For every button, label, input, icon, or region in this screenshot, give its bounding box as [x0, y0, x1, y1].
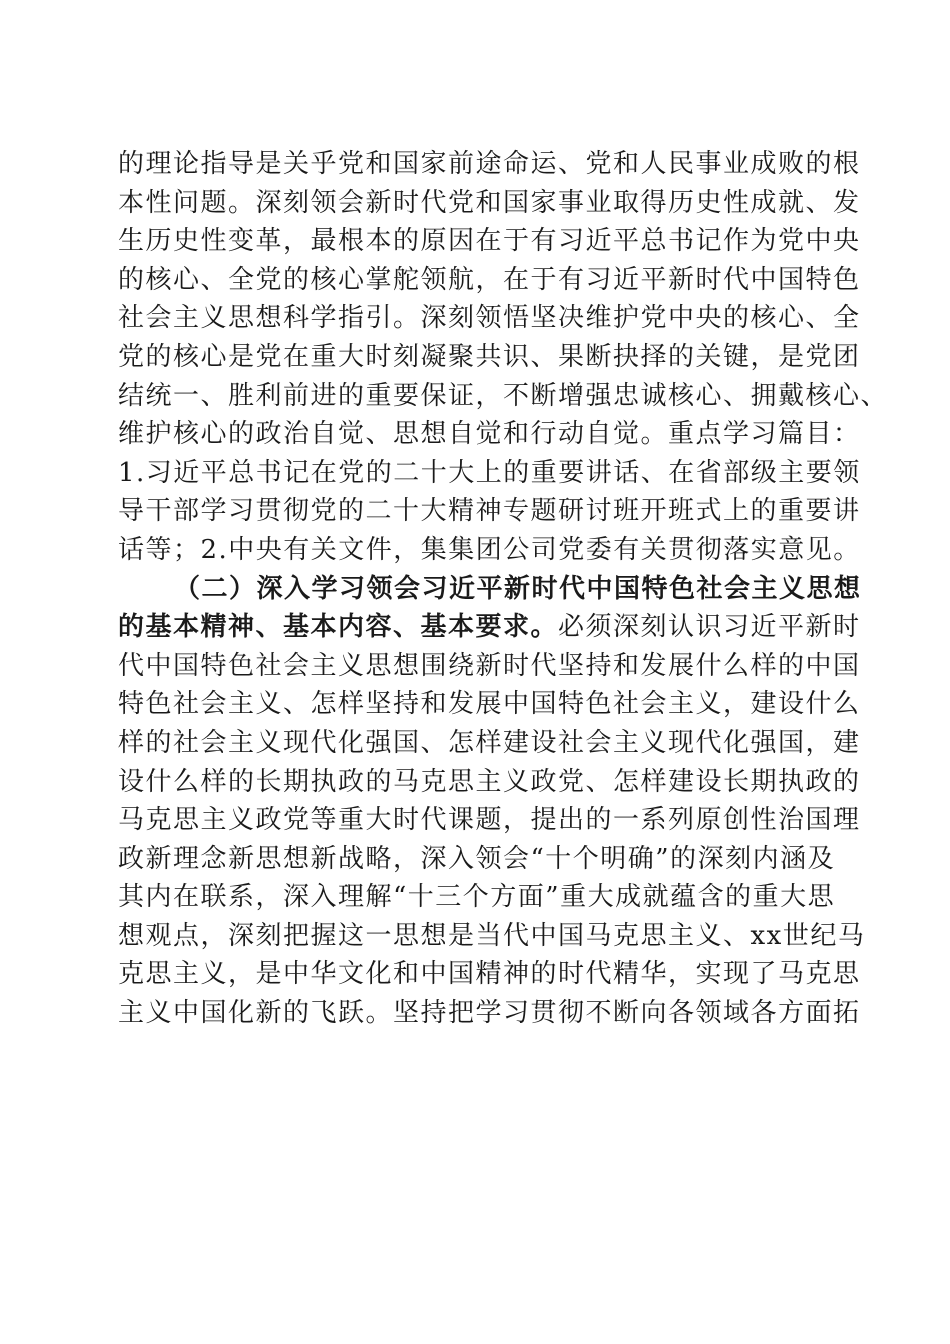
section-heading-continued: 的基本精神、基本内容、基本要求。 — [118, 612, 559, 643]
text-line: 1.习近平总书记在党的二十大上的重要讲话、在省部级主要领 — [118, 457, 861, 488]
text-line: 代中国特色社会主义思想围绕新时代坚持和发展什么样的中国 — [118, 650, 861, 681]
text-line: 主义中国化新的飞跃。坚持把学习贯彻不断向各领域各方面拓 — [118, 998, 861, 1029]
text-line: 党的核心是党在重大时刻凝聚共识、果断抉择的关键，是党团 — [118, 341, 861, 372]
text-line: 其内在联系，深入理解“十三个方面”重大成就蕴含的重大思 — [118, 882, 836, 913]
text-line: 社会主义思想科学指引。深刻领悟坚决维护党中央的核心、全 — [118, 303, 861, 334]
body-text — [118, 145, 889, 1033]
text-line: 克思主义，是中华文化和中国精神的时代精华，实现了马克思 — [118, 959, 861, 990]
text-line: 想观点，深刻把握这一思想是当代中国马克思主义、xx世纪马 — [118, 920, 866, 951]
text-line: 马克思主义政党等重大时代课题，提出的一系列原创性治国理 — [118, 805, 861, 836]
section-heading: （二）深入学习领会习近平新时代中国特色社会主义思想 — [174, 573, 862, 604]
text-line: 设什么样的长期执政的马克思主义政党、怎样建设长期执政的 — [118, 766, 861, 797]
text-line: 特色社会主义、怎样坚持和发展中国特色社会主义，建设什么 — [118, 689, 861, 720]
text-line: 话等；2.中央有关文件，集集团公司党委有关贯彻落实意见。 — [118, 534, 861, 565]
text-line: 结统一、胜利前进的重要保证，不断增强忠诚核心、拥戴核心、 — [118, 380, 889, 411]
mixed-line — [118, 608, 861, 647]
text-line: 样的社会主义现代化强国、怎样建设社会主义现代化强国，建 — [118, 727, 861, 758]
text-line: 本性问题。深刻领会新时代党和国家事业取得历史性成就、发 — [118, 187, 861, 218]
text-line: 导干部学习贯彻党的二十大精神专题研讨班开班式上的重要讲 — [118, 496, 861, 527]
text-line: 的理论指导是关乎党和国家前途命运、党和人民事业成败的根 — [118, 149, 861, 179]
text-line: 生历史性变革，最根本的原因在于有习近平总书记作为党中央 — [118, 226, 861, 257]
text-fragment: 必须深刻认识习近平新时 — [558, 612, 861, 643]
text-line: 政新理念新思想新战略，深入领会“十个明确”的深刻内涵及 — [118, 843, 836, 874]
text-line: 维护核心的政治自觉、思想自觉和行动自觉。重点学习篇目： — [118, 419, 861, 450]
text-line: 的核心、全党的核心掌舵领航，在于有习近平新时代中国特色 — [118, 264, 861, 295]
